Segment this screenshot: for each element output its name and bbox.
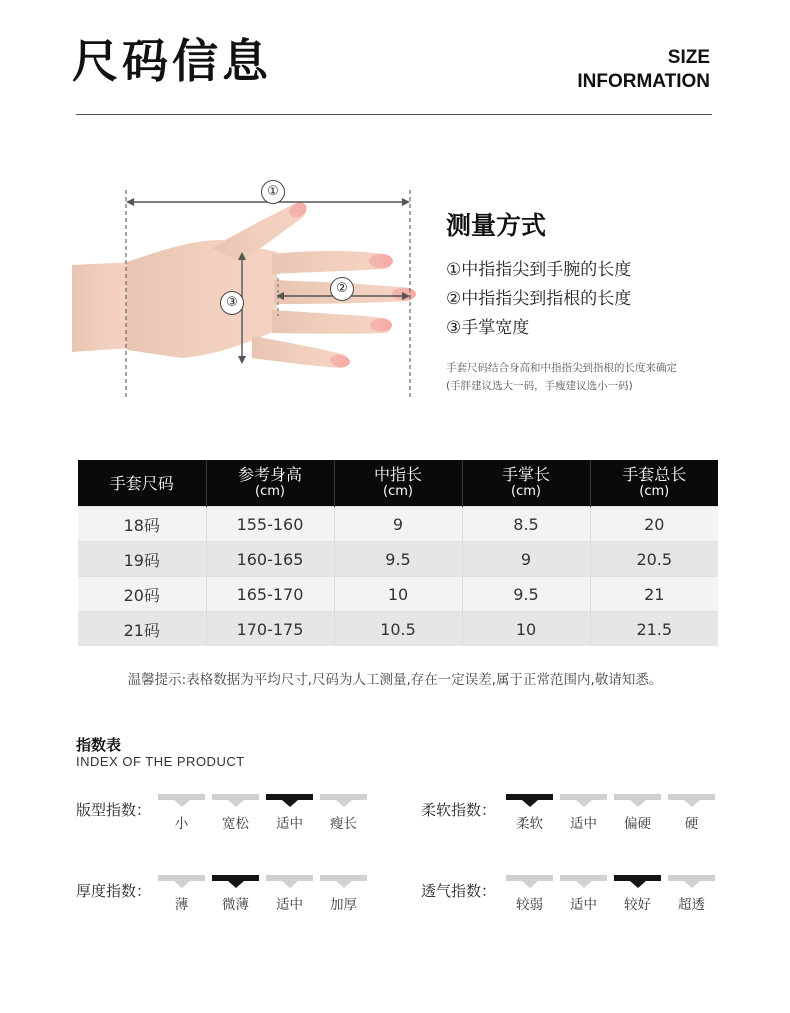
- marker-3: ③: [220, 291, 244, 315]
- index-segment: 适中: [266, 875, 313, 913]
- size-tip: 温馨提示:表格数据为平均尺寸,尺码为人工测量,存在一定误差,属于正常范围内,敬请知悉。: [127, 672, 663, 688]
- measure-list: [446, 256, 631, 343]
- size-table: [78, 460, 718, 646]
- breathability-index-scale: [506, 875, 715, 913]
- measure-note-line-2: (手胖建议选大一码，手瘦建议选小一码): [446, 380, 633, 392]
- index-segment: 较弱: [506, 875, 553, 913]
- cell: 19码: [78, 542, 206, 577]
- page-title: 尺码信息: [72, 34, 272, 88]
- page-title-en: [577, 46, 710, 94]
- header-height: 参考身高 (cm): [206, 460, 334, 507]
- index-segment: 适中: [560, 875, 607, 913]
- softness-index-scale: [506, 794, 715, 832]
- cell: 21码: [78, 612, 206, 647]
- table-row: [78, 542, 718, 577]
- index-segment: 瘦长: [320, 794, 367, 832]
- cell: 165-170: [206, 577, 334, 612]
- table-row: [78, 612, 718, 647]
- index-segment: 宽松: [212, 794, 259, 832]
- cell: 9.5: [334, 542, 462, 577]
- cell: 9: [462, 542, 590, 577]
- index-segment: 柔软: [506, 794, 553, 832]
- index-segment: 薄: [158, 875, 205, 913]
- measure-item-1: ①中指指尖到手腕的长度: [446, 260, 632, 280]
- measure-item-2: ②中指指尖到指根的长度: [446, 289, 632, 309]
- index-segment: 硬: [668, 794, 715, 832]
- header-palm-length: 手掌长 (cm): [462, 460, 590, 507]
- fit-index-scale: [158, 794, 367, 832]
- title-en-line-1: SIZE: [667, 47, 710, 68]
- header-middle-finger: 中指长 (cm): [334, 460, 462, 507]
- marker-2: ②: [330, 277, 354, 301]
- cell: 170-175: [206, 612, 334, 647]
- measure-note-line-1: 手套尺码结合身高和中指指尖到指根的长度来确定: [446, 362, 677, 374]
- cell: 8.5: [462, 507, 590, 542]
- fit-index-label: 版型指数：: [76, 801, 152, 819]
- index-subtitle: INDEX OF THE PRODUCT: [76, 754, 245, 769]
- cell: 10: [334, 577, 462, 612]
- index-segment: 小: [158, 794, 205, 832]
- title-en-line-2: INFORMATION: [577, 71, 710, 92]
- cell: 21.5: [590, 612, 718, 647]
- measure-note: [446, 359, 677, 395]
- index-segment: 适中: [266, 794, 313, 832]
- wrist-shape: [72, 262, 132, 352]
- index-segment: 偏硬: [614, 794, 661, 832]
- index-segment: 微薄: [212, 875, 259, 913]
- index-title: 指数表: [76, 736, 122, 754]
- index-nail: [369, 254, 393, 268]
- thickness-index-label: 厚度指数：: [76, 882, 152, 900]
- index-segment: 较好: [614, 875, 661, 913]
- cell: 18码: [78, 507, 206, 542]
- marker-1: ①: [261, 180, 285, 204]
- softness-index-label: 柔软指数：: [421, 801, 497, 819]
- ring-nail: [370, 319, 392, 332]
- cell: 9: [334, 507, 462, 542]
- index-segment: 加厚: [320, 875, 367, 913]
- table-header-row: [78, 460, 718, 507]
- cell: 20.5: [590, 542, 718, 577]
- cell: 160-165: [206, 542, 334, 577]
- thickness-index-scale: [158, 875, 367, 913]
- table-row: [78, 507, 718, 542]
- cell: 20码: [78, 577, 206, 612]
- cell: 10: [462, 612, 590, 647]
- header-divider: [76, 114, 712, 115]
- hand-measure-diagram: [72, 170, 422, 400]
- cell: 155-160: [206, 507, 334, 542]
- measure-item-3: ③手掌宽度: [446, 318, 530, 338]
- index-segment: 超透: [668, 875, 715, 913]
- index-segment: 适中: [560, 794, 607, 832]
- cell: 9.5: [462, 577, 590, 612]
- hand-illustration: [72, 170, 422, 400]
- measure-title: 测量方式: [446, 211, 547, 240]
- table-row: [78, 577, 718, 612]
- header-total-length: 手套总长 (cm): [590, 460, 718, 507]
- header-size: 手套尺码: [78, 460, 206, 507]
- cell: 20: [590, 507, 718, 542]
- cell: 10.5: [334, 612, 462, 647]
- cell: 21: [590, 577, 718, 612]
- breathability-index-label: 透气指数：: [421, 882, 497, 900]
